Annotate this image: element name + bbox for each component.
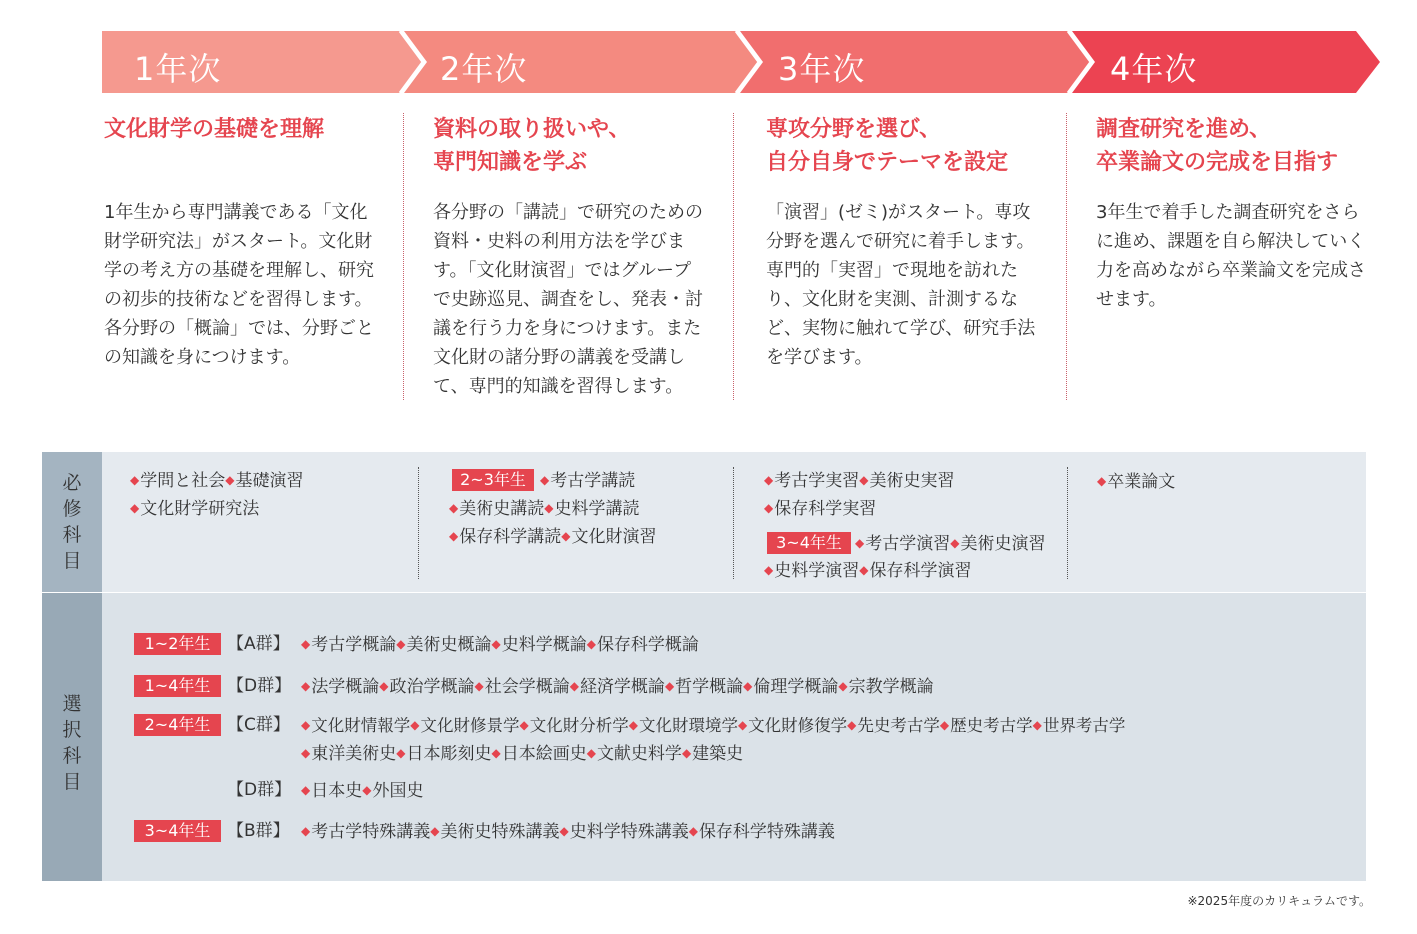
elective-line: ◆考古学特殊講義◆美術史特殊講義◆史料学特殊講義◆保存科学特殊講義 [301,818,835,845]
required-y1-line: ◆文化財学研究法 [130,495,259,522]
diamond-icon: ◆ [519,718,529,732]
diamond-icon: ◆ [939,718,950,732]
diamond-icon: ◆ [491,746,501,760]
diamond-icon: ◆ [743,679,753,693]
diamond-icon: ◆ [1097,474,1107,488]
diamond-icon: ◆ [225,473,235,487]
required-divider [733,467,734,579]
required-label: 必修科目 [62,472,82,572]
diamond-icon: ◆ [859,473,869,487]
required-y2-line: ◆考古学講読 [540,467,635,494]
required-y3-line: ◆保存科学実習 [764,495,876,522]
year-column-1 [104,113,404,368]
group-label: 【A群】 [227,634,290,654]
elective-label-cell [42,593,102,881]
diamond-icon: ◆ [130,473,140,487]
diamond-icon: ◆ [301,824,311,838]
column-divider [403,113,404,400]
required-y3-line: ◆考古学実習◆美術史実習 [764,467,954,494]
diamond-icon: ◆ [950,536,960,550]
group-label: 【B群】 [227,821,290,841]
year-body-4: 3年生で着手した調査研究をさらに進め、課題を自ら解決していく力を高めながら卒業論文を完成させます。 [1096,202,1366,310]
year-heading-2: 資料の取り扱いや、 専門知識を学ぶ [433,117,631,175]
elective-label: 選択科目 [62,693,82,793]
group-label: 【D群】 [227,780,292,800]
diamond-icon: ◆ [301,783,311,797]
diamond-icon: ◆ [586,637,596,651]
diamond-icon: ◆ [379,679,389,693]
column-divider [733,113,734,400]
required-label-cell [42,452,102,592]
badge-3-4: 3~4年生 [134,820,221,842]
required-y1-line: ◆学問と社会◆基礎演習 [130,467,303,494]
diamond-icon: ◆ [664,679,675,693]
diamond-icon: ◆ [1032,718,1042,732]
year-column-2 [433,113,733,397]
diamond-icon: ◆ [449,529,459,543]
badge-3-4: 3~4年生 [767,532,851,554]
diamond-icon: ◆ [540,473,550,487]
required-divider [1067,467,1068,579]
diamond-icon: ◆ [855,536,865,550]
year-body-2: 各分野の「講読」で研究のための資料・史料の利用方法を学びます。「文化財演習」ではグループで史跡巡見、調査をし、発表・討議を行う力を身につけます。また文化財の諸分野の講義を受講して、専門的知識を習得します。 [433,202,703,397]
diamond-icon: ◆ [410,718,420,732]
group-label: 【D群】 [227,676,292,696]
diamond-icon: ◆ [362,783,372,797]
group-label: 【C群】 [227,715,290,735]
required-y4-line: ◆卒業論文 [1097,468,1175,495]
required-divider [418,467,419,579]
year-label-2: 2年次 [440,50,528,88]
elective-line: ◆日本史◆外国史 [301,777,423,804]
diamond-icon: ◆ [301,746,311,760]
diamond-icon: ◆ [396,637,406,651]
diamond-icon: ◆ [737,718,748,732]
year-heading-4: 調査研究を進め、 卒業論文の完成を目指す [1096,117,1339,175]
elective-line: ◆東洋美術史◆日本彫刻史◆日本絵画史◆文献史料学◆建築史 [301,740,743,767]
diamond-icon: ◆ [838,679,848,693]
elective-line: ◆法学概論◆政治学概論◆社会学概論◆経済学概論◆哲学概論◆倫理学概論◆宗教学概論 [301,673,934,700]
elective-line: ◆考古学概論◆美術史概論◆史料学概論◆保存科学概論 [301,631,699,658]
diamond-icon: ◆ [430,824,440,838]
badge-2-4: 2~4年生 [134,714,221,736]
required-y3-line: ◆考古学演習◆美術史演習 [855,530,1045,557]
year-label-4: 4年次 [1110,50,1198,88]
diamond-icon: ◆ [449,501,459,515]
diamond-icon: ◆ [130,501,140,515]
diamond-icon: ◆ [688,824,698,838]
year-heading-1: 文化財学の基礎を理解 [104,117,325,142]
diamond-icon: ◆ [764,501,774,515]
diamond-icon: ◆ [681,746,692,760]
diamond-icon: ◆ [396,746,406,760]
required-y2-line: ◆保存科学講読◆文化財演習 [449,523,656,550]
column-divider [1066,113,1067,400]
year-body-1: 1年生から専門講義である「文化財学研究法」がスタート。文化財学の考え方の基礎を理解し、研究の初歩的技術などを習得します。各分野の「概論」では、分野ごとの知識を身につけます。 [104,202,374,368]
year-label-3: 3年次 [778,50,866,88]
diamond-icon: ◆ [491,637,501,651]
year-body-3: 「演習」(ゼミ)がスタート。専攻分野を選んで研究に着手します。専門的「実習」で現地を訪れたり、文化財を実測、計測するなど、実物に触れて学び、研究手法を学びます。 [766,202,1036,368]
badge-1-4: 1~4年生 [134,675,221,697]
diamond-icon: ◆ [301,637,311,651]
diamond-icon: ◆ [628,718,638,732]
required-y2-line: ◆美術史講読◆史料学講読 [449,495,639,522]
diamond-icon: ◆ [559,824,569,838]
diamond-icon: ◆ [301,679,311,693]
diamond-icon: ◆ [859,563,869,577]
diamond-icon: ◆ [301,718,311,732]
year-column-4 [1096,113,1396,310]
diamond-icon: ◆ [764,473,774,487]
diamond-icon: ◆ [569,679,579,693]
diamond-icon: ◆ [474,679,484,693]
diamond-icon: ◆ [764,563,774,577]
diamond-icon: ◆ [544,501,554,515]
diamond-icon: ◆ [561,529,571,543]
footnote: ※2025年度のカリキュラムです。 [1187,894,1371,908]
badge-1-2: 1~2年生 [134,633,221,655]
diamond-icon: ◆ [847,718,857,732]
year-label-1: 1年次 [134,50,222,88]
year-column-3 [766,113,1066,368]
badge-2-3: 2~3年生 [452,469,534,491]
elective-line: ◆文化財情報学◆文化財修景学◆文化財分析学◆文化財環境学◆文化財修復学◆先史考古学◆歴史考古学◆世界考古学 [301,712,1125,739]
year-heading-3: 専攻分野を選び、 自分自身でテーマを設定 [766,117,1009,175]
required-y3-line: ◆史料学演習◆保存科学演習 [764,557,971,584]
diamond-icon: ◆ [586,746,596,760]
